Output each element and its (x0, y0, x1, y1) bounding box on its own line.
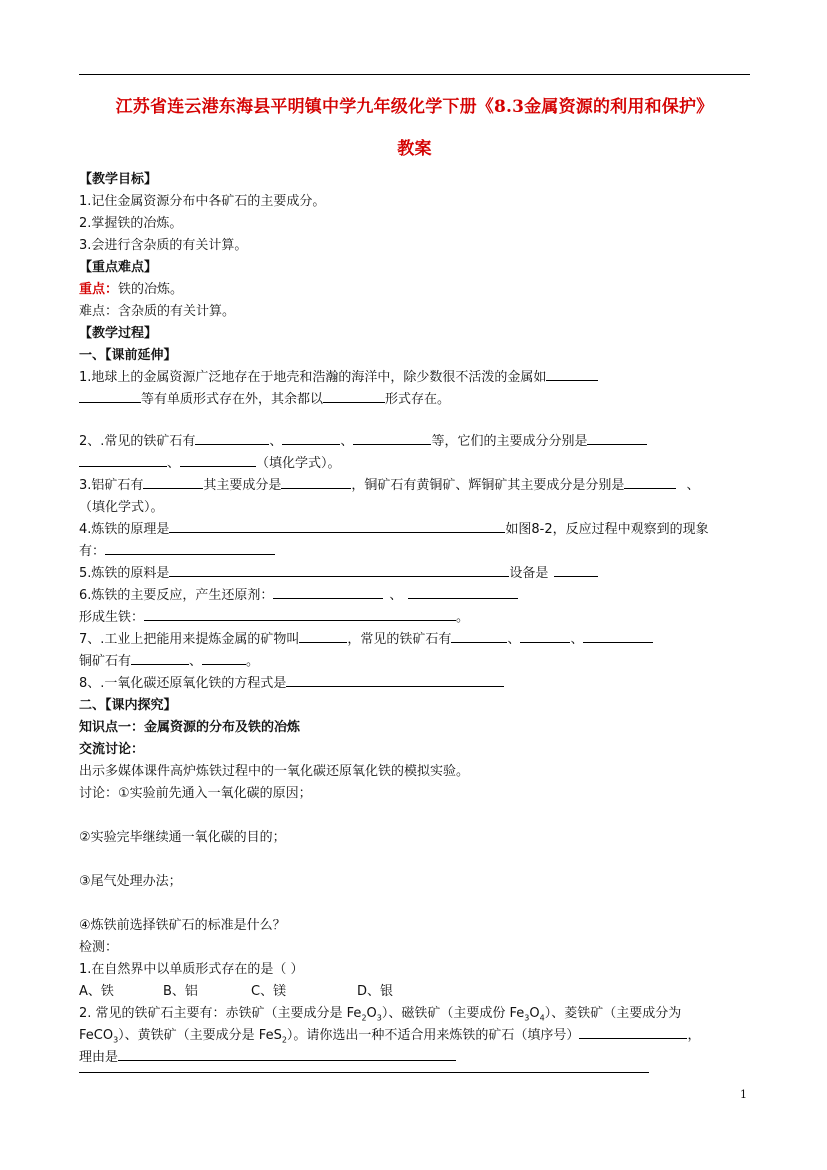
key-label: 重点： (79, 282, 119, 297)
blank[interactable] (546, 368, 598, 381)
question-6-line-a (79, 584, 518, 603)
question-4-line-a (79, 518, 709, 537)
c2-text: FeCO (79, 1028, 114, 1043)
separator: 、 (167, 456, 181, 471)
q7-text: 7、.工业上把能用来提炼金属的矿物叫 (79, 632, 300, 647)
blank[interactable] (273, 586, 383, 599)
option-a[interactable]: A、铁 (79, 984, 114, 999)
c2-text: ）。请你选出一种不适合用来炼铁的矿石（填序号） (286, 1028, 580, 1043)
q2-mid: 等，它们的主要成分分别是 (431, 434, 588, 449)
subscript: 3 (524, 1013, 530, 1023)
q1-text: 1.地球上的金属资源广泛地存在于地壳和浩瀚的海洋中，除少数很不活泼的金属如 (79, 370, 547, 385)
blank[interactable] (282, 432, 340, 445)
q4-end: 如图8-2，反应过程中观察到的现象 (505, 522, 709, 537)
question-2-line-a (79, 430, 647, 449)
blank[interactable] (624, 476, 676, 489)
blank[interactable] (587, 432, 647, 445)
subscript: 2 (361, 1013, 367, 1023)
option-b[interactable]: B、铝 (163, 984, 198, 999)
goal-3: 3.会进行含杂质的有关计算。 (79, 238, 248, 253)
blank[interactable] (169, 564, 509, 577)
subscript: 2 (281, 1035, 287, 1045)
blank[interactable] (286, 674, 504, 687)
subscript: 3 (113, 1035, 119, 1045)
q4-b-text: 有： (79, 544, 106, 559)
pre-class-heading: 一、【课前延伸】 (79, 348, 177, 363)
blank[interactable] (583, 630, 653, 643)
knowledge-point-1: 知识点一：金属资源的分布及铁的冶炼 (79, 720, 301, 735)
separator: 、 (686, 478, 700, 493)
blank[interactable] (131, 652, 189, 665)
q3-text: 3.铝矿石有 (79, 478, 144, 493)
separator: 、 (389, 588, 403, 603)
blank[interactable] (79, 454, 167, 467)
q1-mid: 等有单质形式存在外，其余都以 (141, 392, 324, 407)
option-c[interactable]: C、镁 (251, 984, 287, 999)
check-question-2-line-c (79, 1046, 456, 1065)
discussion-heading: 交流讨论： (79, 742, 145, 757)
subscript: 4 (539, 1013, 545, 1023)
separator: 、 (189, 654, 203, 669)
q2-text: 2、.常见的铁矿石有 (79, 434, 196, 449)
c2-text: ）、磁铁矿（主要成份 Fe (381, 1006, 525, 1021)
check-question-1: 1.在自然界中以单质形式存在的是（ ） (79, 962, 304, 977)
question-7-line-a (79, 628, 653, 647)
blank[interactable] (353, 432, 431, 445)
blank[interactable] (180, 454, 256, 467)
document-title-line2: 教案 (397, 139, 432, 159)
separator: 、 (570, 632, 584, 647)
question-5 (79, 562, 598, 581)
key-heading: 【重点难点】 (79, 260, 158, 275)
q1-end: 形式存在。 (385, 392, 451, 407)
subscript: 3 (376, 1013, 382, 1023)
c2-text: O (366, 1006, 377, 1021)
page-number: 1 (740, 1088, 747, 1101)
blank[interactable] (554, 564, 598, 577)
q8-text: 8、.一氧化碳还原氧化铁的方程式是 (79, 676, 287, 691)
blank[interactable] (79, 390, 141, 403)
key-point (79, 278, 183, 297)
check-question-2-line-a (79, 1002, 681, 1023)
discussion-4: ④炼铁前选择铁矿石的标准是什么？ (79, 918, 286, 933)
goal-2: 2.掌握铁的冶炼。 (79, 216, 183, 231)
q6-text: 6.炼铁的主要反应，产生还原剂： (79, 588, 274, 603)
question-3-line-a (79, 474, 699, 493)
blank[interactable] (281, 476, 351, 489)
discussion-2: ②实验完毕继续通一氧化碳的目的； (79, 830, 286, 845)
header-rule (79, 74, 750, 75)
separator: 、 (340, 434, 354, 449)
option-d[interactable]: D、银 (357, 984, 394, 999)
q3-mid: 其主要成分是 (203, 478, 282, 493)
check-question-1-options (79, 980, 393, 999)
question-8 (79, 672, 504, 691)
question-4-line-b (79, 540, 275, 559)
q6-b-text: 形成生铁： (79, 610, 145, 625)
discussion-intro: 出示多媒体课件高炉炼铁过程中的一氧化碳还原氧化铁的模拟实验。 (79, 764, 470, 779)
blank[interactable] (143, 476, 203, 489)
goal-1: 1.记住金属资源分布中各矿石的主要成分。 (79, 194, 326, 209)
c2-text: O (529, 1006, 540, 1021)
blank[interactable] (451, 630, 507, 643)
q5-mid: 设备是 (509, 566, 549, 581)
blank[interactable] (169, 520, 505, 533)
separator: 、 (269, 434, 283, 449)
question-1-line-b (79, 388, 450, 407)
key-text: 铁的冶炼。 (118, 282, 184, 297)
discussion-3: ③尾气处理办法； (79, 874, 182, 889)
question-7-line-b (79, 650, 259, 669)
blank[interactable] (579, 1026, 687, 1039)
q7-mid: ，常见的铁矿石有 (347, 632, 452, 647)
answer-line[interactable] (79, 1072, 649, 1073)
blank[interactable] (144, 608, 456, 621)
c2-reason: 理由是 (79, 1050, 119, 1065)
document-title: 江苏省连云港东海县平明镇中学九年级化学下册《8.3金属资源的利用和保护》 (115, 97, 714, 117)
difficult-point: 难点：含杂质的有关计算。 (79, 304, 236, 319)
goals-heading: 【教学目标】 (79, 172, 158, 187)
question-2-line-b (79, 452, 341, 471)
in-class-heading: 二、【课内探究】 (79, 698, 177, 713)
blank[interactable] (105, 542, 275, 555)
question-3-line-b: （填化学式）。 (79, 500, 164, 515)
q5-text: 5.炼铁的原料是 (79, 566, 170, 581)
c2-text: 2. 常见的铁矿石主要有：赤铁矿（主要成分是 Fe (79, 1006, 362, 1021)
blank[interactable] (408, 586, 518, 599)
q7-b-text: 铜矿石有 (79, 654, 132, 669)
separator: 、 (507, 632, 521, 647)
c2-text: ）、菱铁矿（主要成分为 (544, 1006, 682, 1021)
question-6-line-b (79, 606, 469, 625)
q4-text: 4.炼铁的原理是 (79, 522, 170, 537)
q6-end: 。 (456, 610, 470, 625)
c2-text: ）、黄铁矿（主要成分是 FeS (118, 1028, 282, 1043)
blank[interactable] (118, 1048, 456, 1061)
blank[interactable] (202, 652, 246, 665)
q7-end: 。 (246, 654, 260, 669)
blank[interactable] (299, 630, 347, 643)
separator: ， (687, 1028, 701, 1043)
discussion-1: 讨论：①实验前先通入一氧化碳的原因； (79, 786, 312, 801)
check-question-2-line-b (79, 1024, 700, 1045)
question-1-line-a (79, 366, 598, 385)
blank[interactable] (323, 390, 385, 403)
process-heading: 【教学过程】 (79, 326, 158, 341)
check-heading: 检测： (79, 940, 119, 955)
blank[interactable] (520, 630, 570, 643)
q2-end: （填化学式）。 (256, 456, 341, 471)
blank[interactable] (195, 432, 269, 445)
q3-mid2: ，铜矿石有黄铜矿、辉铜矿其主要成分是分别是 (351, 478, 625, 493)
